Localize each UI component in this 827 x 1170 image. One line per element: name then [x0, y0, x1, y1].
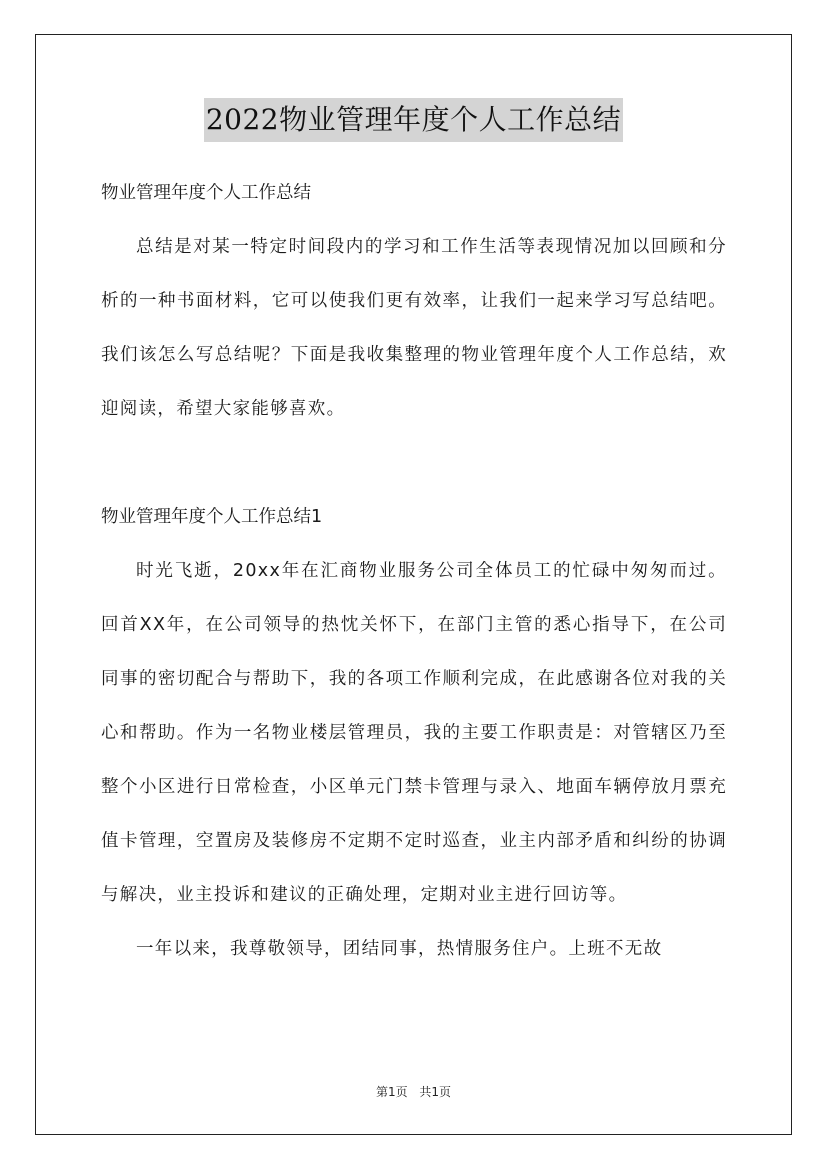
page-footer [0, 1083, 827, 1100]
section-paragraph-1: 时光飞逝，20xx年在汇商物业服务公司全体员工的忙碌中匆匆而过。回首XX年，在公司领导的热忱关怀下，在部门主管的悉心指导下，在公司同事的密切配合与帮助下，我的各项工作顺利完成，在此感谢各位对我的关心和帮助。作为一名物业楼层管理员，我的主要工作职责是：对管辖区乃至整个小区进行日常检查，小区单元门禁卡管理与录入、地面车辆停放月票充值卡管理，空置房及装修房不定期不定时巡查，业主内部矛盾和纠纷的协调与解决，业主投诉和建议的正确处理，定期对业主进行回访等。 [101, 561, 727, 905]
title-container [0, 98, 827, 142]
page-number-total: 共1页 [419, 1085, 452, 1099]
section-spacer [101, 436, 727, 490]
section-paragraph-2: 一年以来，我尊敬领导，团结同事，热情服务住户。上班不无故 [136, 939, 663, 959]
document-title: 2022物业管理年度个人工作总结 [204, 98, 623, 142]
page-number-current: 第1页 [375, 1085, 408, 1099]
intro-heading: 物业管理年度个人工作总结 [101, 183, 311, 203]
intro-paragraph: 总结是对某一特定时间段内的学习和工作生活等表现情况加以回顾和分析的一种书面材料，它可以使我们更有效率，让我们一起来学习写总结吧。我们该怎么写总结呢？下面是我收集整理的物业管理年度个人工作总结，欢迎阅读，希望大家能够喜欢。 [101, 237, 727, 419]
document-body [101, 166, 727, 976]
section-heading: 物业管理年度个人工作总结1 [101, 507, 323, 527]
